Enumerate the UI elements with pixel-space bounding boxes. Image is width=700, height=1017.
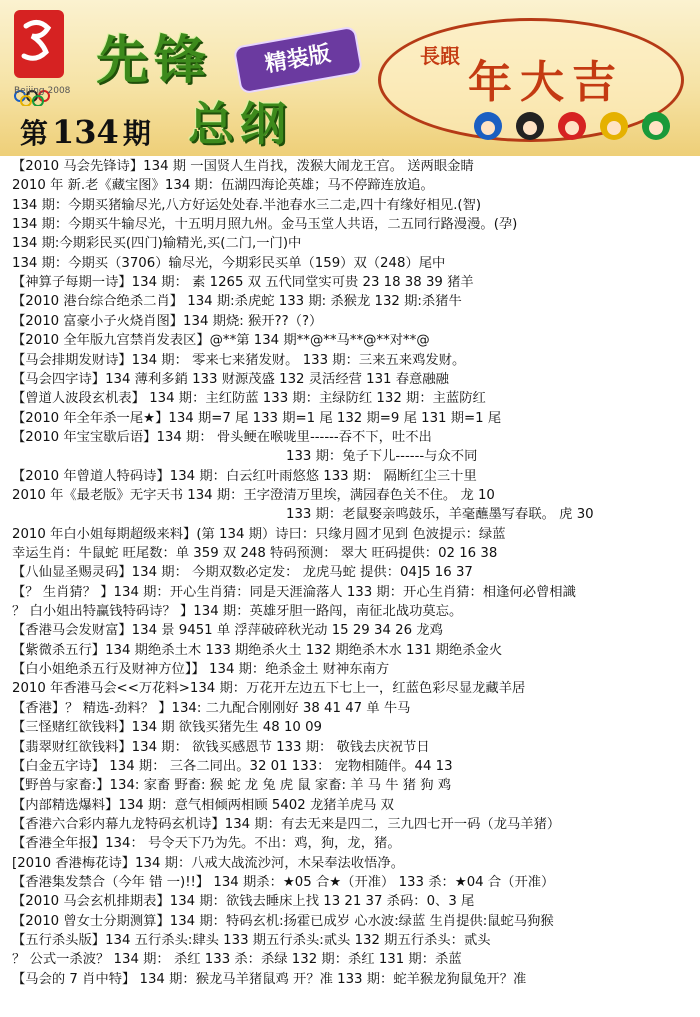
issue-label bbox=[20, 112, 151, 152]
text-line: 【内部精选爆料】134 期：意气相倾两相顾 5402 龙猪羊虎马 双 bbox=[12, 797, 394, 813]
text-line: 133 期：兔子下儿------与众不同 bbox=[286, 449, 478, 465]
header-banner bbox=[0, 0, 700, 156]
text-line: 【？ 生肖猜？ 】134 期：开心生肖猜：同是天涯淪落人 133 期：开心生肖猜：相逢何必曾相識 bbox=[12, 584, 576, 600]
text-line: 【2010 马会玄机排期表】134 期：欲钱去睡床上找 13 21 37 杀码：0、3 尾 bbox=[12, 894, 475, 910]
text-line: 2010 年香港马会<<万花料>134 期：万花开左边五下七上一，红蓝色彩尽显龙藏羊居 bbox=[12, 681, 526, 697]
follow-text: 長跟 bbox=[420, 44, 460, 68]
text-line: 【白金五字诗】 134 期： 三各二同出。32 01 133： 宠物相随伴。44 13 bbox=[12, 758, 453, 774]
text-line: 【香港全年报】134： 号令天下乃为先。不出：鸡，狗，龙，猪。 bbox=[12, 836, 401, 852]
text-line: 【马会的 7 肖中特】 134 期：猴龙马羊猪鼠鸡 开？准 133 期：蛇羊猴龙狗鼠兔开？准 bbox=[12, 971, 527, 987]
text-line: 幸运生肖：牛鼠蛇 旺尾数：单 359 双 248 特码预测： 翠大 旺码提供：02 16 38 bbox=[12, 546, 498, 561]
text-line: 【2010 全年版九宫禁肖发表区】@**第 134 期**@**马**@**对**@ bbox=[12, 333, 430, 349]
text-line: 【香港】？ 精选-劲料？ 】134: 二九配合刚刚好 38 41 47 单 牛马 bbox=[12, 700, 411, 716]
banner-title-top: 先锋 bbox=[96, 30, 213, 91]
text-line: 【白小姐绝杀五行及财神方位】】 134 期：绝杀金土 财神东南方 bbox=[12, 662, 390, 678]
text-line: 2010 年白小姐每期超级来料】(第 134 期）诗曰：只缘月圆才见到 色波提示：绿蓝 bbox=[12, 526, 506, 542]
text-line: 【翡翠财红欲钱料】134 期： 欲钱买感恩节 133 期： 敬钱去庆祝节日 bbox=[12, 739, 430, 755]
issue-suffix: 期 bbox=[122, 117, 151, 150]
text-line: 【紫微杀五行】134 期绝杀土木 133 期绝杀火土 132 期绝杀木水 131 期绝杀金火 bbox=[12, 642, 503, 658]
text-line: 【香港集发禁合（今年 错 一)!!】 134 期杀：★05 合★（开准） 133 杀：★04 合（开准） bbox=[12, 874, 555, 890]
text-line: 134 期：今期买（3706）输尽光，今期彩民买单（159）双（248）尾中 bbox=[12, 255, 446, 271]
text-line: [2010 香港梅花诗】134 期：八戒大战流沙河，木呆奉法收悟净。 bbox=[12, 855, 404, 871]
text-line: 【2010 港台综合绝杀二肖】 134 期:杀虎蛇 133 期: 杀猴龙 132 期:杀猪牛 bbox=[12, 294, 462, 310]
text-line: 2010 年《最老版》无字天书 134 期：王字澄清万里埃，满园春色关不住。 龙 10 bbox=[12, 487, 495, 503]
text-line: 【马会四字诗】134 薄利多銷 133 财源茂盛 132 灵活经营 131 春意融融 bbox=[12, 371, 449, 387]
text-line: 【2010 马会先锋诗】134 期 一国贤人生肖找，泼猴大闹龙王宫。 送两眼金睛 bbox=[12, 159, 474, 174]
edition-badge: 精装版 bbox=[233, 26, 363, 95]
text-line: 【香港六合彩内幕九龙特码玄机诗】134 期：有去无来是四二，三九四七开一码（龙马羊猪） bbox=[12, 816, 561, 832]
banner-title-bottom: 总纲 bbox=[188, 97, 292, 151]
text-line: 【2010 富豪小子火烧肖图】134 期烧: 猴开??（?） bbox=[12, 313, 323, 329]
text-line: 【五行杀头版】134 五行杀头:肆头 133 期五行杀头:贰头 132 期五行杀头：贰头 bbox=[12, 933, 491, 948]
text-line: 【2010 年全年杀一尾★】134 期=7 尾 133 期=1 尾 132 期=9 尾 131 期=1 尾 bbox=[12, 410, 502, 426]
text-line: 2010 年 新.老《藏宝图》134 期：伍湖四海论英雄；马不停蹄连放追。 bbox=[12, 178, 434, 194]
text-line: 134 期：今期买猪输尽光,八方好运处处春.半池春水三二走,四十有缘好相见.(智) bbox=[12, 197, 482, 213]
text-line: 【三怪赌红欲钱料】134 期 欲钱买猪先生 48 10 09 bbox=[12, 720, 323, 736]
issue-number: 134 bbox=[52, 113, 119, 151]
issue-prefix: 第 bbox=[20, 117, 49, 150]
fuwa-mascots-icon bbox=[468, 104, 678, 150]
text-line: ？ 公式一杀波？ 134 期： 杀红 133 杀：杀绿 132 期：杀红 131 期：杀蓝 bbox=[12, 952, 462, 968]
olympic-caption: Beijing 2008 bbox=[14, 86, 71, 96]
text-line: 133 期：老鼠娶亲鸣鼓乐，羊毫蘸墨写春联。 虎 30 bbox=[286, 507, 594, 523]
text-line: 【2010 曾女士分期测算】134 期：特码玄机:扬霍已成岁 心水波:绿蓝 生肖提供:鼠蛇马狗猴 bbox=[12, 913, 554, 929]
text-line: 【2010 年宝宝歇后语】134 期： 骨头鲠在喉咙里------吞不下，吐不出 bbox=[12, 429, 432, 445]
text-line: 【曾道人波段玄机表】 134 期：主红防蓝 133 期：主绿防红 132 期：主蓝防红 bbox=[12, 391, 486, 407]
text-line: 【八仙显圣赐灵码】134 期： 今期双数必定发： 龙虎马蛇 提供：04]5 16 37 bbox=[12, 565, 473, 581]
text-line: ？ 白小姐出特赢钱特码诗？ 】134 期：英雄牙胆一路闯，南征北战功莫忘。 bbox=[12, 604, 463, 620]
text-line: 【香港马会发财富】134 景 9451 单 浮萍破碎秋光动 15 29 34 26 龙鸡 bbox=[12, 623, 443, 639]
text-line: 134 期:今期彩民买(四门)输精光,买(二门,一门)中 bbox=[12, 236, 302, 252]
new-year-ribbon-text: 年大吉 bbox=[468, 57, 624, 108]
text-line: 【2010 年曾道人特码诗】134 期：白云红叶雨悠悠 133 期： 隔断红尘三十里 bbox=[12, 468, 477, 484]
text-line: 134 期：今期买牛输尽光，十五明月照九州。金马玉堂人共语，二五同行路漫漫。(孕) bbox=[12, 217, 518, 233]
text-line: 【神算子每期一诗】134 期： 素 1265 双 五代同堂实可贵 23 18 38 39 猪羊 bbox=[12, 275, 474, 291]
text-line: 【马会排期发财诗】134 期： 零来七来猪发财。 133 期：三来五来鸡发财。 bbox=[12, 352, 466, 368]
text-line: 【野兽与家畜:】134: 家畜 野畜: 猴 蛇 龙 兔 虎 鼠 家畜: 羊 马 牛 猪 狗 鸡 bbox=[12, 778, 452, 794]
